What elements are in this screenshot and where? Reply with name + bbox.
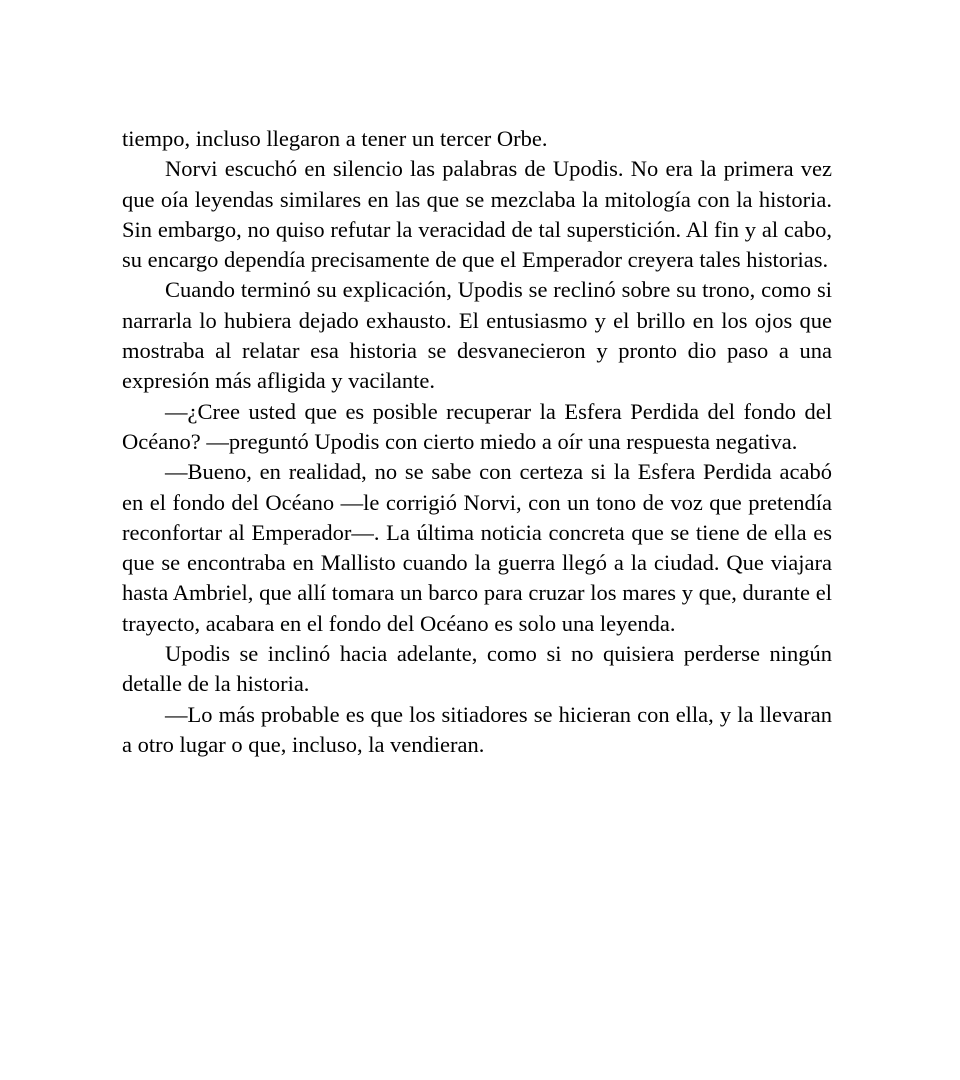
paragraph: Norvi escuchó en silencio las palabras de Upodis. No era la primera vez que oía leyendas similares en las que se mezclaba la mitología con la historia. Sin embargo, no quiso refutar la veracidad de tal superstición. Al fin y al cabo, su encargo dependía precisamente de que el Emperador creyera tales historias.: [122, 156, 832, 273]
paragraph: tiempo, incluso llegaron a tener un tercer Orbe.: [122, 126, 548, 151]
paragraph-dialogue: —¿Cree usted que es posible recuperar la Esfera Perdida del fondo del Océano? —preguntó Upodis con cierto miedo a oír una respuesta negativa.: [122, 398, 832, 454]
paragraph-dialogue: —Bueno, en realidad, no se sabe con certeza si la Esfera Perdida acabó en el fondo del Océano —le corrigió Norvi, con un tono de voz que pretendía reconfortar al Emperador—. La última noticia concreta que se tiene de ella es que se encontraba en Mallisto cuando la guerra llegó a la ciudad. Que viajara hasta Ambriel, que allí tomara un barco para cruzar los mares y que, durante el trayecto, acabara en el fondo del Océano es solo una leyenda.: [122, 459, 832, 636]
paragraph: Upodis se inclinó hacia adelante, como si no quisiera perderse ningún detalle de la historia.: [122, 641, 832, 697]
paragraph-dialogue: —Lo más probable es que los sitiadores se hicieran con ella, y la llevaran a otro lugar o que, incluso, la vendieran.: [122, 701, 832, 757]
paragraph: Cuando terminó su explicación, Upodis se reclinó sobre su trono, como si narrarla lo hubiera dejado exhausto. El entusiasmo y el brillo en los ojos que mostraba al relatar esa historia se desvanecieron y pronto dio paso a una expresión más afligida y vacilante.: [122, 277, 832, 394]
